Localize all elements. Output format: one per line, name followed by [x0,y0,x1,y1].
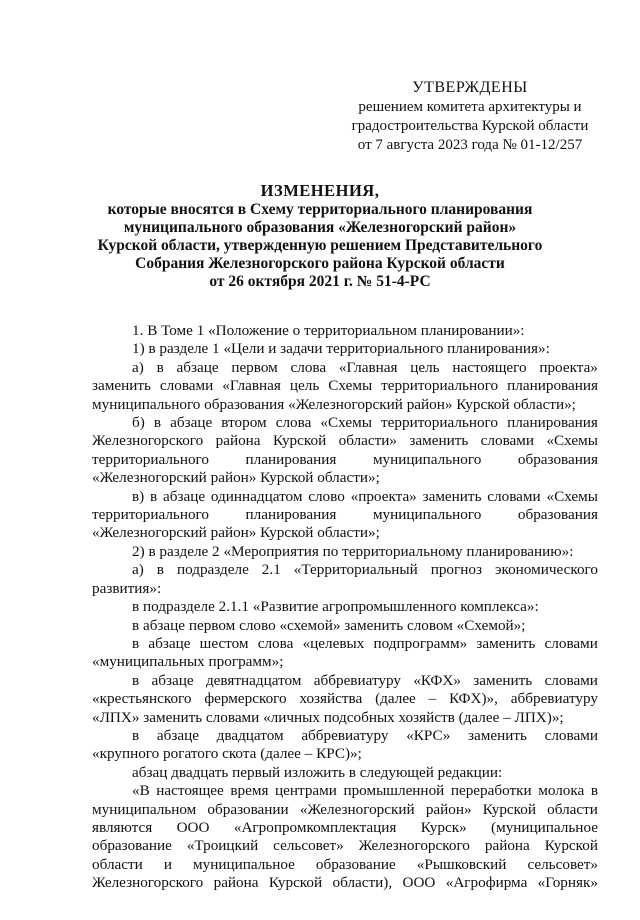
body-word: Железногорского [92,874,204,892]
body-word: «Железногорский [299,800,415,818]
body-word: «крестьянского [92,690,192,708]
body-word: «Главная [338,358,398,376]
body-line [92,874,598,892]
body-word: муниципального [372,450,482,468]
body-word: планирования [507,414,598,432]
body-line [92,727,598,745]
body-word: хозяйства [299,690,363,708]
body-word: территориального [381,414,498,432]
body-line [92,561,598,579]
body-word: области» [338,432,397,450]
body-word: «Горняк» [537,874,598,892]
body-word: абзаце [148,634,191,652]
body-line [92,432,598,450]
body-word: в [153,414,162,432]
body-word: район» [425,800,472,818]
body-line [92,837,598,855]
body-word: в [156,358,164,376]
body-word: заменить [467,726,527,744]
body-word: первом [231,358,278,376]
body-line: муниципального образования «Железногорский район» Курской области»; [92,395,576,413]
document-heading [80,182,560,291]
body-line: развития»: [92,579,162,597]
body-word: образование [315,855,396,873]
body-line [92,690,598,708]
body-word: территориального [381,377,499,395]
body-line [92,819,598,837]
body-word: в [132,634,140,652]
body-word: (далее [375,690,416,708]
body-word: слова [275,414,312,432]
body-word: цель [289,377,320,395]
body-word: Железногорского [92,432,204,450]
body-word: и [163,855,172,873]
body-word: втором [221,414,267,432]
body-line [92,414,598,432]
body-word: в [150,487,158,505]
body-word: «Схемы [546,487,598,505]
body-word: «целевых [302,634,365,652]
body-word: области [547,800,598,818]
body-word: аббревиатуру [313,671,401,689]
body-word: области), [332,874,393,892]
body-word: области [92,855,143,873]
body-line: в абзаце первом слово «схемой» заменить словом «Схемой»; [132,616,526,634]
body-word: заменить [473,671,533,689]
body-word: Курск» [420,818,467,836]
body-word: абзаце [163,487,206,505]
body-word: Курской [482,800,536,818]
body-line: 1) в разделе 1 «Цели и задачи территориального планирования»: [132,340,550,358]
body-word: района [215,432,261,450]
body-word: образование [92,837,172,855]
body-word: словами [480,432,535,450]
heading-line: от 26 октября 2021 г. № 51-4-РС [209,273,431,290]
body-line: 1. В Томе 1 «Положение о территориальном планировании»: [132,322,525,339]
body-word: прогноз [430,561,482,579]
body-word: экономического [494,561,598,579]
body-line: 2) в разделе 2 «Мероприятия по территориальному планированию»: [132,542,574,560]
body-word: а) [132,358,144,376]
body-word: образования [517,450,598,468]
body-word: настоящее [156,782,224,800]
body-word: – [428,690,437,708]
body-line [92,635,598,653]
body-word: в [590,782,598,800]
body-word: в [132,671,140,689]
body-word: «Схемы [546,432,598,450]
body-word: планирования [245,450,337,468]
body-word: аббревиатуру [301,726,389,744]
body-word: абзаце [156,726,199,744]
body-line [92,782,598,800]
approval-line: решением комитета архитектуры и [358,99,582,115]
body-word: «КФХ» [413,671,461,689]
body-word: двадцатом [216,726,284,744]
body-line: в подразделе 2.1.1 «Развитие агропромышленного комплекса»: [132,598,539,616]
body-word: «Территориальный [293,561,418,579]
body-line [92,672,598,690]
body-word: центрами [275,782,337,800]
body-word: района [484,837,530,855]
approval-title: УТВЕРЖДЕНЫ [412,79,528,96]
body-line [92,359,598,377]
body-word: в [132,726,140,744]
body-word: заменить [409,432,469,450]
body-word: абзаце [170,414,213,432]
body-word: Железногорского [358,837,470,855]
body-word: «Главная [222,377,281,395]
body-word: в [156,561,164,579]
body-word: Курской [544,837,598,855]
heading-line: Курской области, утвержденную решением Представительного [97,237,543,254]
body-word: района [213,874,259,892]
body-word: «проекта» [350,487,417,505]
body-word: «Схемы [320,414,372,432]
body-word: промышленной [343,782,445,800]
body-word: (муниципальное [491,818,598,836]
body-line: абзац двадцать первый изложить в следующей редакции: [132,763,503,781]
body-word: 2.1 [261,561,281,579]
body-word: «Агропромкомплектация [233,818,397,836]
body-word: «Троицкий [186,837,259,855]
body-word: а) [132,561,144,579]
body-line: «ЛПХ» заменить словами «личных подсобных хозяйств (далее – ЛПХ)»; [92,708,564,726]
body-word: абзаце [151,671,194,689]
body-line [92,451,598,469]
body-word: подпрограмм» [373,634,468,652]
body-word: «Агрофирма [445,874,528,892]
body-word: фермерского [204,690,287,708]
body-word: слова [257,634,294,652]
body-word: переработки [450,782,532,800]
body-word: ООО [402,874,436,892]
body-word: слова [290,358,327,376]
body-word: «Рышковский [416,855,507,873]
body-word: заменить [92,377,151,395]
approval-line: градостроительства Курской области [351,118,589,134]
body-line [92,488,598,506]
body-word: Схемы [328,377,373,395]
body-word: являются [92,818,153,836]
body-word: аббревиатуру [510,690,598,708]
body-word: абзаце [176,358,219,376]
body-word: цель [410,358,440,376]
heading-line: которые вносятся в Схему территориального планирования [107,201,533,218]
body-word: «КРС» [406,726,451,744]
body-word: словами [487,487,541,505]
body-word: заменить [422,487,482,505]
body-line [92,856,598,874]
body-word: планирования [245,506,337,524]
body-word: словами [544,726,598,744]
body-word: территориального [92,506,209,524]
body-word: КФХ)», [449,690,498,708]
body-line [92,377,598,395]
body-word: подразделе [176,561,249,579]
body-word: молока [538,782,585,800]
body-word: «В [132,782,150,800]
body-word: заменить [476,634,536,652]
body-word: в) [132,487,145,505]
heading-line: муниципального образования «Железногорский район» [123,219,517,236]
body-word: муниципальном [92,800,197,818]
body-line: «крупного рогатого скота (далее – КРС)»; [92,745,362,763]
body-line: «Железногорский район» Курской области»; [92,469,380,487]
approval-line: от 7 августа 2023 года № 01-12/257 [357,137,583,153]
body-line [92,801,598,819]
body-word: настоящего [452,358,527,376]
body-word: одиннадцатом [210,487,303,505]
body-word: словами [544,671,598,689]
body-word: сельсовет» [527,855,598,873]
body-line: «муниципальных программ»; [92,653,284,671]
body-line: «Железногорский район» Курской области»; [92,524,380,542]
heading-line: Собрания Железногорского района Курской области [135,255,505,272]
document-title: ИЗМЕНЕНИЯ, [260,181,380,200]
body-word: планирования [507,377,598,395]
body-word: образовании [207,800,289,818]
document-body [92,322,598,893]
body-word: территориального [92,450,209,468]
body-word: проекта» [539,358,598,376]
body-word: образования [517,506,598,524]
body-word: ООО [176,818,210,836]
body-line [92,506,598,524]
body-word: Курской [268,874,323,892]
body-word: Курской [272,432,327,450]
body-word: девятнадцатом [205,671,302,689]
body-word: время [230,782,269,800]
body-word: шестом [199,634,249,652]
approval-stamp [340,78,600,155]
body-word: сельсовет» [273,837,344,855]
body-word: слово [308,487,345,505]
body-word: словами [544,634,598,652]
body-word: словами [159,377,214,395]
body-word: б) [132,414,145,432]
body-word: муниципальное [192,855,295,873]
body-word: муниципального [372,506,482,524]
